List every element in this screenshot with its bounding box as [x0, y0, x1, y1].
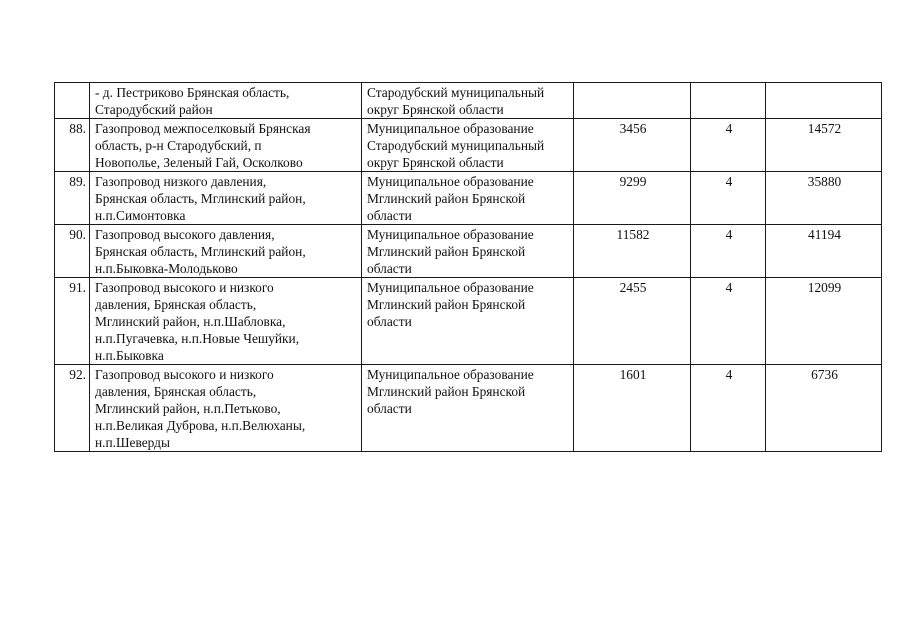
cost-value: 35880 [766, 172, 882, 225]
cost-value: 12099 [766, 278, 882, 365]
owner-name: Муниципальное образование Мглинский район Брянской области [362, 225, 574, 278]
quantity-value: 4 [691, 365, 766, 452]
owner-name: Муниципальное образование Мглинский район Брянской области [362, 278, 574, 365]
length-value: 2455 [574, 278, 691, 365]
row-number: 88. [55, 119, 90, 172]
owner-name: Стародубский муниципальный округ Брянской области [362, 83, 574, 119]
table-row [55, 119, 882, 172]
row-number: 91. [55, 278, 90, 365]
table-row [55, 225, 882, 278]
cost-value: 41194 [766, 225, 882, 278]
cost-value: 6736 [766, 365, 882, 452]
table-row [55, 172, 882, 225]
row-number: 92. [55, 365, 90, 452]
length-value [574, 83, 691, 119]
quantity-value [691, 83, 766, 119]
gas-pipeline-table [54, 82, 882, 452]
object-name: Газопровод высокого и низкого давления, Брянская область, Мглинский район, н.п.Шабловка, н.п.Пугачевка, н.п.Новые Чешуйки, н.п.Быковка [90, 278, 362, 365]
table-row [55, 365, 882, 452]
object-name: Газопровод низкого давления, Брянская область, Мглинский район, н.п.Симонтовка [90, 172, 362, 225]
length-value: 3456 [574, 119, 691, 172]
table-row [55, 278, 882, 365]
quantity-value: 4 [691, 225, 766, 278]
owner-name: Муниципальное образование Мглинский район Брянской области [362, 365, 574, 452]
quantity-value: 4 [691, 119, 766, 172]
quantity-value: 4 [691, 278, 766, 365]
quantity-value: 4 [691, 172, 766, 225]
object-name: - д. Пестриково Брянская область, Стародубский район [90, 83, 362, 119]
row-number [55, 83, 90, 119]
object-name: Газопровод высокого давления, Брянская область, Мглинский район, н.п.Быковка-Молодьково [90, 225, 362, 278]
length-value: 11582 [574, 225, 691, 278]
table-row [55, 83, 882, 119]
object-name: Газопровод высокого и низкого давления, Брянская область, Мглинский район, н.п.Петьково, н.п.Великая Дуброва, н.п.Велюханы, н.п.Шеверды [90, 365, 362, 452]
cost-value: 14572 [766, 119, 882, 172]
row-number: 89. [55, 172, 90, 225]
length-value: 9299 [574, 172, 691, 225]
length-value: 1601 [574, 365, 691, 452]
owner-name: Муниципальное образование Стародубский муниципальный округ Брянской области [362, 119, 574, 172]
cost-value [766, 83, 882, 119]
object-name: Газопровод межпоселковый Брянская область, р-н Стародубский, п Новополье, Зеленый Гай, Осколково [90, 119, 362, 172]
row-number: 90. [55, 225, 90, 278]
owner-name: Муниципальное образование Мглинский район Брянской области [362, 172, 574, 225]
